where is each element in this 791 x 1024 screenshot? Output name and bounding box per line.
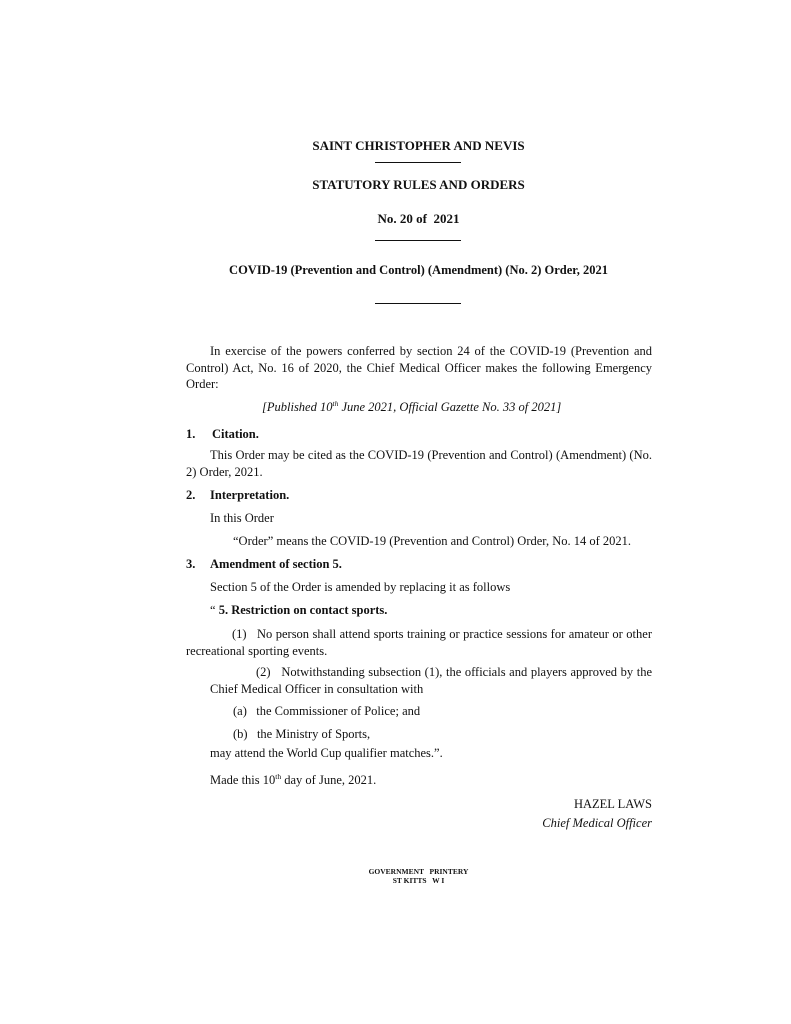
section-3-number: 3. [186,557,196,571]
footer-location: ST KITTS W I [392,876,445,885]
section-1-heading: Citation. [212,427,259,441]
published-note: [Published 10th June 2021, Official Gazette No. 33 of 2021] [262,398,562,414]
section-2-heading: Interpretation. [210,488,290,502]
item-a: (a) the Commissioner of Police; and [233,704,421,718]
order-title: COVID-19 (Prevention and Control) (Amendment) (No. 2) Order, 2021 [229,263,608,277]
made-date: Made this 10th day of June, 2021. [210,771,377,787]
section-2-text: In this Order [210,511,274,525]
replacement-heading: “ 5. Restriction on contact sports. [210,603,388,617]
country-heading: SAINT CHRISTOPHER AND NEVIS [312,138,525,153]
order-number: No. 20 of 2021 [377,211,460,226]
rule-2 [375,240,461,241]
subsection-2: (2) Notwithstanding subsection (1), the officials and players approved by the Chief Medical Officer in consultation with [210,665,656,696]
subsection-1: (1) No person shall attend sports training or practice sessions for amateur or other recreational sporting events. [186,627,656,658]
section-1-number: 1. [186,427,196,441]
rule-3 [375,303,461,304]
series-heading: STATUTORY RULES AND ORDERS [312,177,525,192]
replacement-closing: may attend the World Cup qualifier matches.”. [210,746,443,760]
order-definition: “Order” means the COVID-19 (Prevention and Control) Order, No. 14 of 2021. [233,534,632,548]
signatory-name: HAZEL LAWS [573,797,652,811]
section-1-text: This Order may be cited as the COVID-19 (Prevention and Control) (Amendment) (No. 2) Order, 2021. [186,448,652,479]
section-2-number: 2. [186,488,196,502]
rule-1 [375,162,461,163]
footer-printery: GOVERNMENT PRINTERY [368,867,469,876]
section-3-text: Section 5 of the Order is amended by replacing it as follows [210,580,511,594]
item-b: (b) the Ministry of Sports, [233,727,371,741]
signatory-title: Chief Medical Officer [542,816,652,830]
preamble: In exercise of the powers conferred by section 24 of the COVID-19 (Prevention and Control) Act, No. 16 of 2020, the Chief Medical Officer makes the following Emergency Order: [186,344,652,391]
section-3-heading: Amendment of section 5. [210,557,342,571]
